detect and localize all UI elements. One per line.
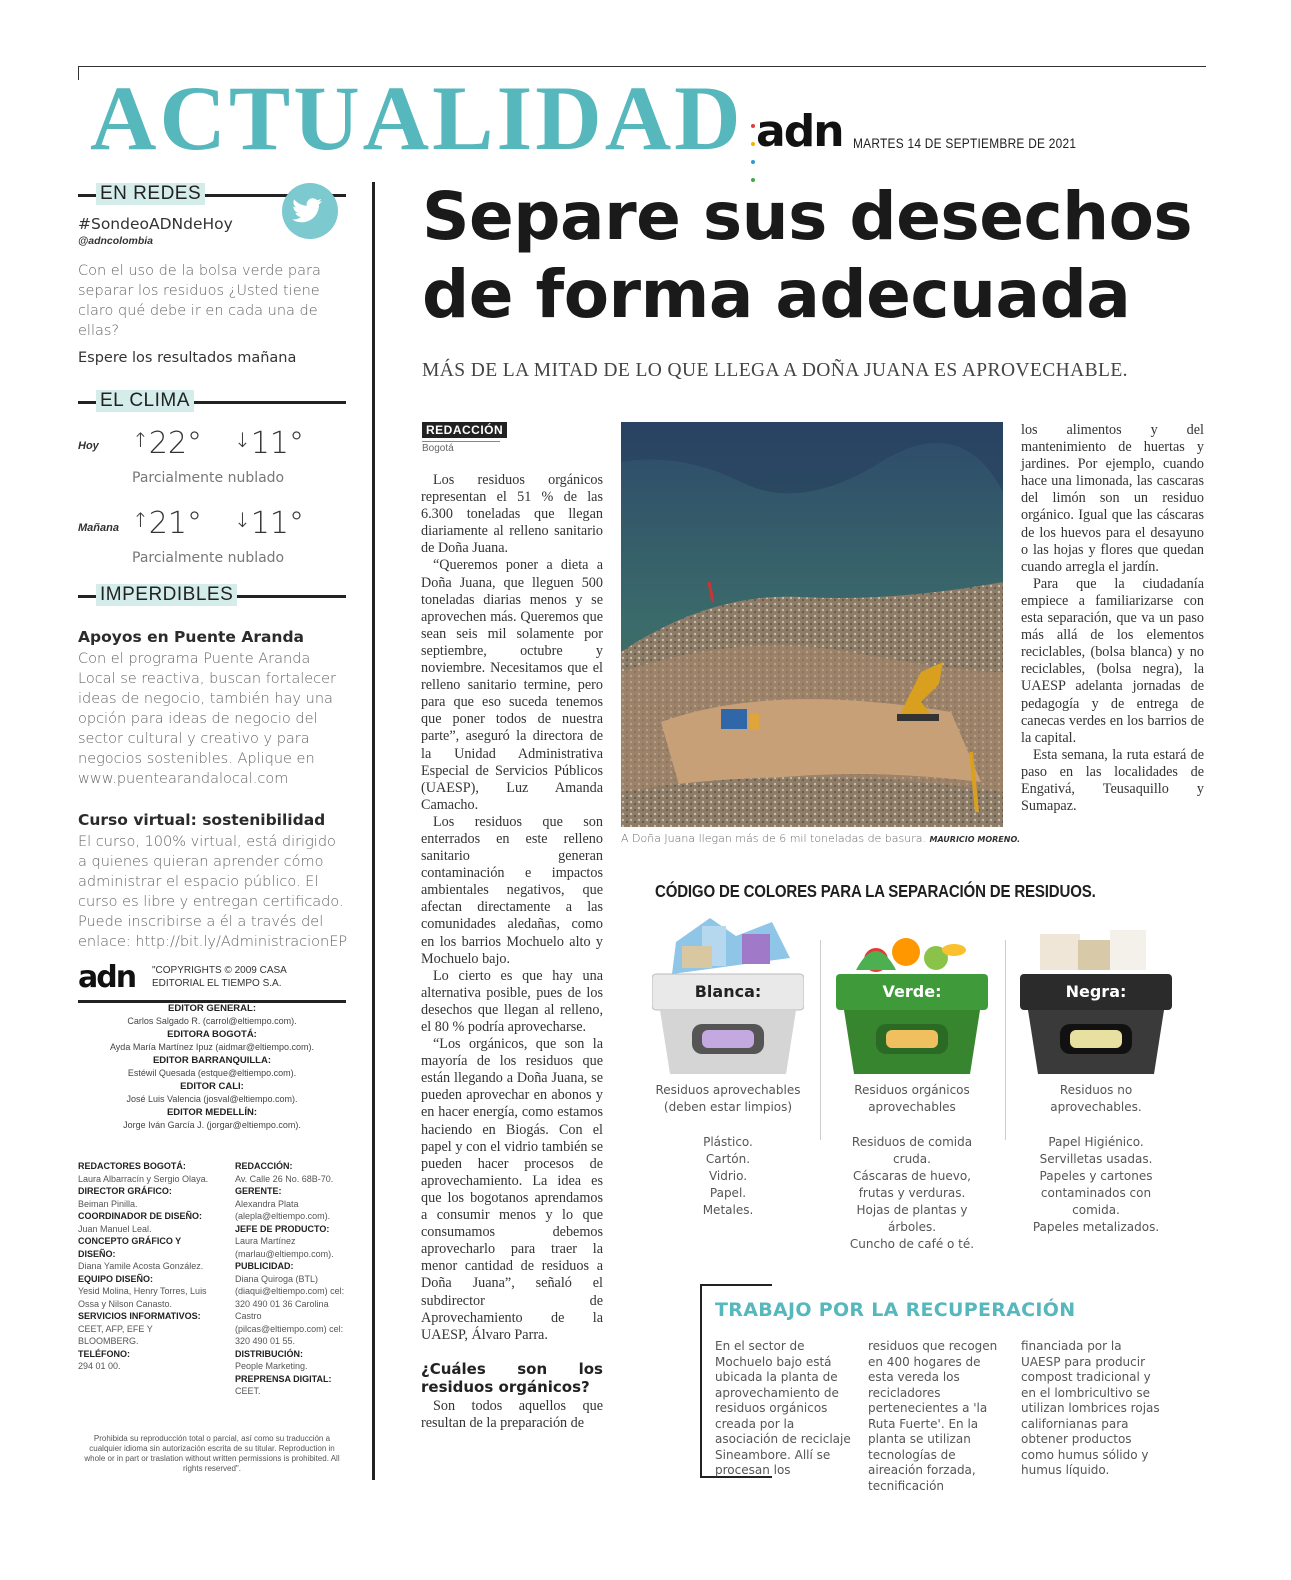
editors-list <box>78 1002 346 1132</box>
bin-desc: Residuos no aprovechables. <box>1050 1083 1142 1114</box>
article-col-1 <box>421 472 603 1432</box>
divider <box>820 940 821 1140</box>
staff-entry: DISTRIBUCIÓN: People Marketing. <box>235 1348 308 1371</box>
article-col-3 <box>1021 422 1204 815</box>
temp-low: ↓11° <box>234 426 304 461</box>
editor-entry: EDITOR BARRANQUILLA: Estéwil Quesada (estque@eltiempo.com). <box>127 1055 297 1078</box>
twitter-icon <box>282 183 338 239</box>
paragraph: los alimentos y del mantenimiento de huertas y jardines. Por ejemplo, cuando hace una limonada, las cascaras del limón son un residuo orgánico. Igual que las cáscaras de los huevos para el desayuno o las hojas y flores que quedan cuando arregla el jardín. <box>1021 422 1204 575</box>
weather-today <box>78 426 348 506</box>
paragraph: “Queremos poner a dieta a Doña Juana, que lleguen 500 toneladas diarias menos y se aprovechen más. Queremos que sean seis mil solamente por septiembre, octubre y noviembre. Necesitamos que el relleno sanitario termine, pero para que eso suceda tenemos que poner todos de nuestra parte”, aseguró la directora de la Unidad Administrativa Especial de Servicios Públicos (UAESP), Luz Amanda Camacho. <box>421 557 603 813</box>
bin-label: Verde: <box>882 982 942 1001</box>
staff-entry: REDACCIÓN: Av. Calle 26 No. 68B-70. <box>235 1161 334 1184</box>
editor-entry: EDITOR MEDELLÍN: Jorge Iván García J. (jorgar@eltiempo.com). <box>123 1107 301 1130</box>
bin-black <box>1020 912 1172 1077</box>
staff-entry: PREPRENSA DIGITAL: CEET. <box>235 1373 332 1396</box>
staff-right <box>235 1160 347 1398</box>
imperdible-text: Con el programa Puente Aranda Local se reactiva, buscan fortalecer ideas de negocio, también hay una opción para ideas de negocio del sector cultural y creativo y para negocios sostenibles. Aplique en www.puentearandalocal.com <box>78 651 337 787</box>
paragraph: Son todos aquellos que resultan de la preparación de <box>421 1397 603 1431</box>
staff-entry: PUBLICIDAD: Diana Quiroga (BTL) (diaqui@eltiempo.com) cel: 320 490 01 36 Carolina Castro (pilcas@eltiempo.com) cel: 320 490 01 55. <box>235 1261 345 1346</box>
imperdible-title: Curso virtual: sostenibilidad <box>78 811 326 829</box>
bin-items: Residuos de comida cruda. Cáscaras de huevo, frutas y verduras. Hojas de plantas y árboles. Cuncho de café o té. <box>849 1135 975 1251</box>
staff-entry: DIRECTOR GRÁFICO: Beiman Pinilla. <box>78 1186 172 1209</box>
paragraph: Para que la ciudadanía empiece a familiarizarse con esta separación, que va un paso más allá de los elementos reciclables, (bolsa blanca) y no reciclables, (bolsa negra), la UAESP adelanta jornadas de pedagogía y de entrega de canecas verdes en los barrios de la capital. <box>1021 575 1204 746</box>
weather-day-label: Mañana <box>78 522 119 534</box>
disclaimer: Prohibida su reproducción total o parcial, así como su traducción a cualquier idioma sin autorización escrita de su titular. Reproduction in whole or in part or traslation without written permissions is prohibited. All rights reserved". <box>84 1434 340 1473</box>
box-title: TRABAJO POR LA RECUPERACIÓN <box>715 1299 1076 1321</box>
weather-day-label: Hoy <box>78 440 99 452</box>
redes-question: Con el uso de la bolsa verde para separar los residuos ¿Usted tiene claro qué debe ir en cada una de ellas? <box>78 263 321 339</box>
bin-label: Negra: <box>1065 982 1127 1001</box>
staff-entry: REDACTORES BOGOTÁ: Laura Albarracín y Sergio Olaya. <box>78 1161 209 1184</box>
imperdible-text: El curso, 100% virtual, está dirigido a quienes quieran aprender cómo administrar el espacio público. El curso es libre y entregan certificado. Puede inscribirse a él a través del enlace: http://bit.ly/AdministracionEP <box>78 834 348 950</box>
paragraph: Los residuos que son enterrados en este relleno sanitario generan contaminación e impactos ambientales negativos, que afectan directamente a las comunidades aledañas, como en los barrios Mochuelo alto y Mochuelo bajo. <box>421 813 603 967</box>
section-title: ACTUALIDAD <box>90 67 744 169</box>
copyright-logo: adn <box>78 960 136 995</box>
top-rule-tick <box>78 66 79 80</box>
headline: Separe sus desechos de forma adecuada <box>422 178 1193 333</box>
paragraph: Esta semana, la ruta estará de paso en las localidades de Engativá, Teusaquillo y Sumapaz. <box>1021 746 1204 815</box>
hashtag: #SondeoADNdeHoy <box>78 215 233 233</box>
weather-tomorrow <box>78 506 348 586</box>
bin-green <box>836 912 988 1077</box>
box-corner-top <box>700 1284 772 1286</box>
weather-desc: Parcialmente nublado <box>132 550 285 566</box>
temp-high: ↑22° <box>132 426 202 461</box>
column-rule <box>372 182 375 1480</box>
byline: REDACCIÓN <box>422 422 507 438</box>
paragraph: Los residuos orgánicos representan el 51 % de las 6.300 toneladas que llegan diariamente al relleno sanitario de Doña Juana. <box>421 472 603 557</box>
bin-white <box>652 912 804 1077</box>
box-col-2: residuos que recogen en 400 hogares de esta vereda los recicladores pertenecientes a 'la Ruta Fuerte'. En la planta se utilizan tecnologías de aireación forzada, tecnificación <box>868 1339 998 1493</box>
weather-desc: Parcialmente nublado <box>132 470 285 486</box>
issue-date: MARTES 14 DE SEPTIEMBRE DE 2021 <box>853 135 1077 151</box>
bin-label: Blanca: <box>694 982 762 1001</box>
twitter-handle: @adncolombia <box>78 235 153 247</box>
photo-caption: A Doña Juana llegan más de 6 mil toneladas de basura. MAURICIO MORENO. <box>621 832 1021 845</box>
imperdible-title: Apoyos en Puente Aranda <box>78 628 305 646</box>
clima-header <box>78 390 348 412</box>
temp-low: ↓11° <box>234 506 304 541</box>
paragraph: “Los orgánicos, que son la mayoría de los residuos que están llegando a Doña Juana, se pueden aprovechar en abonos y en hacer energía, como estamos haciendo en Biogás. Con el papel y con el vidrio también se pueden hacer procesos de aprovechamiento. La idea es que los bogotanos aprendamos a consumir menos y lo que consumamos debemos aprovecharlo para traer la menor cantidad de residuos a Doña Juana”, señaló el subdirector de Aprovechamiento de la UAESP, Álvaro Parra. <box>421 1036 603 1343</box>
infographic-title: CÓDIGO DE COLORES PARA LA SEPARACIÓN DE RESIDUOS. <box>655 881 1096 901</box>
editor-entry: EDITOR CALI: José Luis Valencia (josval@eltiempo.com). <box>126 1081 298 1104</box>
box-col-3: financiada por la UAESP para producir compost tradicional y en el lombricultivo se utilizan lombrices rojas californianas para obtener productos como humus sólido y humus líquido. <box>1021 1339 1160 1477</box>
staff-entry: JEFE DE PRODUCTO: Laura Martínez (marlau@eltiempo.com). <box>235 1223 334 1259</box>
bin-desc: Residuos aprovechables (deben estar limpios) <box>655 1083 801 1114</box>
divider <box>1005 940 1006 1140</box>
box-corner-left <box>700 1284 702 1478</box>
subhead: MÁS DE LA MITAD DE LO QUE LLEGA A DOÑA JUANA ES APROVECHABLE. <box>422 360 1128 381</box>
copyright-block <box>78 962 346 1003</box>
staff-left <box>78 1160 214 1373</box>
temp-high: ↑21° <box>132 506 202 541</box>
byline-location: Bogotá <box>422 441 500 454</box>
staff-entry: SERVICIOS INFORMATIVOS: CEET, AFP, EFE Y BLOOMBERG. <box>78 1311 201 1346</box>
bin-items: Plástico. Cartón. Vidrio. Papel. Metales. <box>702 1135 754 1217</box>
paragraph: Lo cierto es que hay una alternativa posible, pues de los desechos que llegan al relleno, el 80 % podría aprovecharse. <box>421 967 603 1035</box>
redes-results: Espere los resultados mañana <box>78 350 297 366</box>
landfill-photo <box>621 422 1003 827</box>
editor-entry: EDITORA BOGOTÁ: Ayda María Martínez Ipuz (aidmar@eltiempo.com). <box>109 1029 315 1052</box>
logo-text: adn <box>756 106 843 157</box>
photo-credit: MAURICIO MORENO. <box>929 835 1021 844</box>
en-redes-label: EN REDES <box>96 183 205 205</box>
imperdibles-label: IMPERDIBLES <box>96 584 237 606</box>
staff-entry: CONCEPTO GRÁFICO Y DISEÑO: Diana Yamile Acosta González. <box>78 1236 204 1271</box>
staff-entry: GERENTE: Alexandra Plata (alepla@eltiempo.com). <box>235 1186 331 1221</box>
sidebar <box>78 183 348 952</box>
box-col-1: En el sector de Mochuelo bajo está ubicada la planta de aprovechamiento de residuos orgánicos creada por la asociación de reciclaje Sineambore. Allí se procesan los <box>715 1339 851 1477</box>
imperdibles-header <box>78 584 348 606</box>
copyright-text: "COPYRIGHTS © 2009 CASA EDITORIAL EL TIEMPO S.A. <box>152 965 287 989</box>
clima-label: EL CLIMA <box>96 390 194 412</box>
editor-entry: EDITOR GENERAL: Carlos Salgado R. (carrol@eltiempo.com). <box>127 1003 297 1026</box>
staff-entry: EQUIPO DISEÑO: Yesid Molina, Henry Torres, Luis Ossa y Nilson Canasto. <box>78 1273 207 1309</box>
bin-items: Papel Higiénico. Servilletas usadas. Papeles y cartones contaminados con comida. Papeles metalizados. <box>1032 1135 1160 1234</box>
question-subhead: ¿Cuáles son los residuos orgánicos? <box>421 1359 603 1396</box>
staff-entry: TELÉFONO: 294 01 00. <box>78 1348 130 1371</box>
staff-entry: COORDINADOR DE DISEÑO: Juan Manuel Leal. <box>78 1211 203 1234</box>
bin-desc: Residuos orgánicos aprovechables <box>854 1083 970 1114</box>
